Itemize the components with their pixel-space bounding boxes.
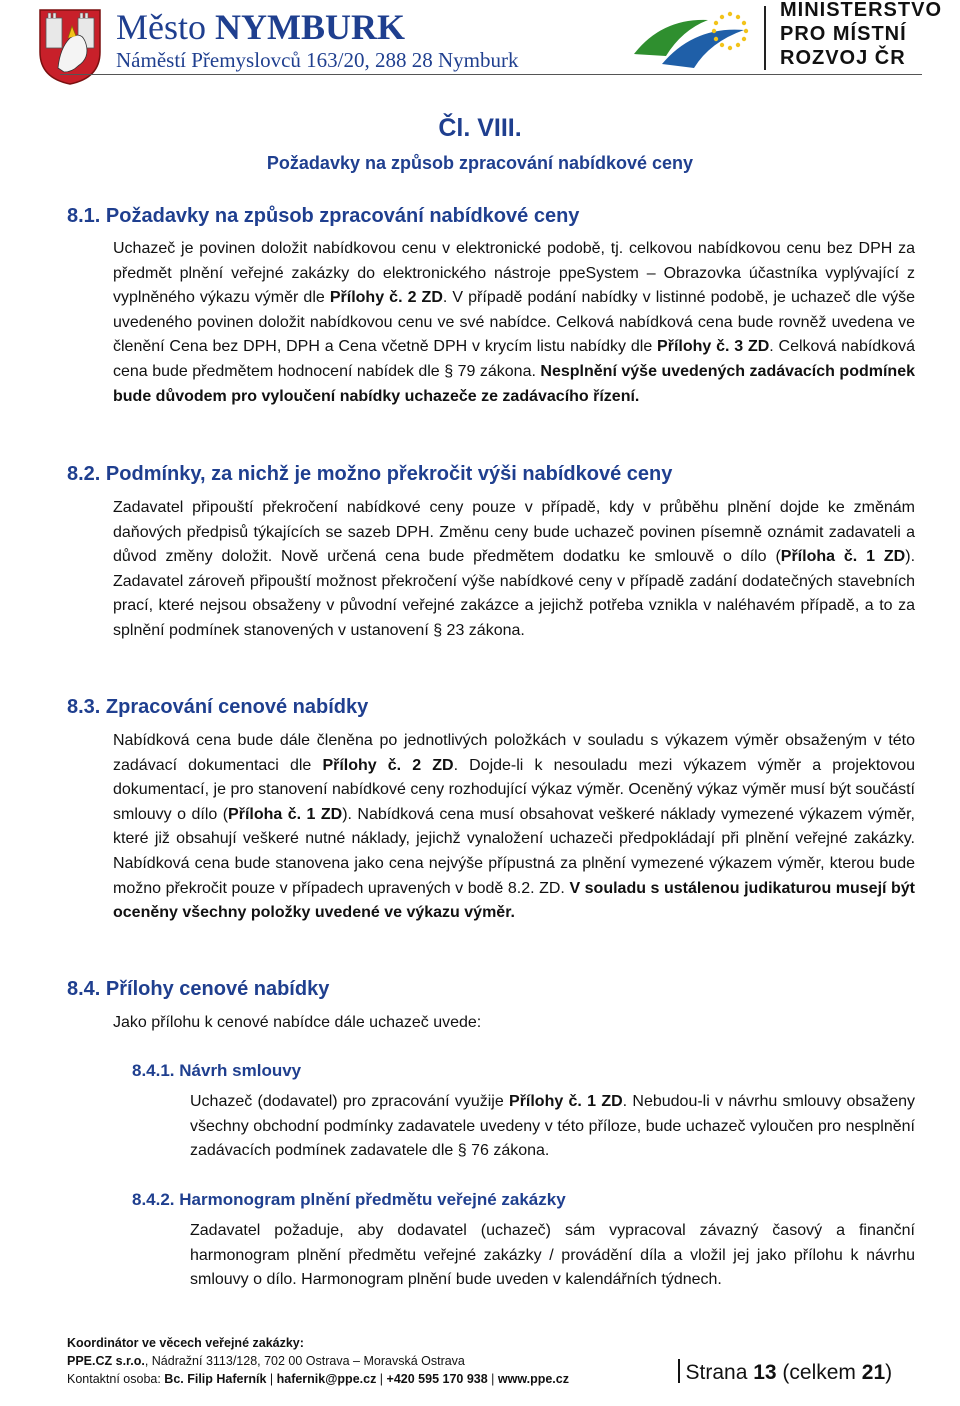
section-8-3-text: Nabídková cena bude dále členěna po jednotlivých položkách v souladu s výkazem výměr obsaženým v této zadávací dokumentaci dle Přílohy č. 2 ZD. Dojde-li k nesouladu mezi výkazem výměr a projektovou dokumentací, je pro stanovení nabídkové ceny rozhodující výkaz výměr. Oceněný výkaz výměr musí být součástí smlouvy o dílo (Příloha č. 1 ZD). Nabídková cena musí obsahovat veškeré náklady vymezené výkazem výměr, které již obsahují veškeré nutné náklady, jejichž vynaložení uchazeči předpokládají při plnění veřejné zakázky. Nabídková cena bude stanovena jako cena nejvýše přípustná za plnění vymezené výkazem výměr, kterou bude možno překročit pouze v případech upravených v bodě 8.2. ZD. V souladu s ustálenou judikaturou musejí být oceněny všechny položky uvedené ve výkazu výměr. — [113, 732, 916, 922]
section-8-4-1-text: Uchazeč (dodavatel) pro zpracování využije Přílohy č. 1 ZD. Nebudou-li v návrhu smlouvy obsaženy všechny obchodní podmínky zadavatele uvedeny v této příloze, bude uchazeč vyloučen pro nesplnění zadávacích podmínek zadavatele dle § 76 zákona. — [190, 1093, 916, 1160]
section-8-4-1-heading: 8.4.1. Návrh smlouvy — [132, 1061, 302, 1080]
page-number-divider — [678, 1359, 680, 1383]
page-number: Strana 13 (celkem 21) — [672, 1359, 892, 1385]
section-8-4-2-text: Zadavatel požaduje, aby dodavatel (uchazeč) sám vypracoval závazný časový a finanční harmonogram plnění předmětu veřejné zakázky / provádění díla a vložil jej jako přílohu k návrhu smlouvy o dílo. Harmonogram plnění bude uveden v kalendářních týdnech. — [190, 1222, 915, 1289]
section-8-4-intro: Jako přílohu k cenové nabídce dále uchazeč uvede: — [113, 1014, 482, 1031]
footer-company: PPE.CZ s.r.o., Nádražní 3113/128, 702 00 Ostrava – Moravská Ostrava — [67, 1354, 465, 1368]
ministry-name: MINISTERSTVO PRO MÍSTNÍ ROZVOJ ČR — [780, 0, 943, 69]
section-8-1-heading: 8.1. Požadavky na způsob zpracování nabídkové ceny — [67, 205, 580, 227]
eu-ministry-logo-icon — [632, 8, 762, 72]
city-name: Město NYMBURK — [116, 7, 405, 47]
section-8-2-text: Zadavatel připouští překročení nabídkové ceny pouze v případě, kdy v průběhu plnění dojde ke změnám daňových předpisů týkajících se sazeb DPH. Změnu ceny bude uchazeč povinen písemně oznámit zadavateli a důvod změny doložit. Nově určená cena bude předmětem dodatku ke smlouvě o dílo (Příloha č. 1 ZD). Zadavatel zároveň připouští možnost překročení výše nabídkové ceny v případě zadání dodatečných stavebních prací, které nejsou obsaženy v původní veřejné zakázce a jejichž potřeba vznikla v naléhavém případě, a to za splnění podmínek stanovených v ustanovení § 23 zákona. — [113, 499, 916, 639]
footer-coordinator-label: Koordinátor ve věcech veřejné zakázky: — [67, 1336, 304, 1350]
section-8-4-2-heading: 8.4.2. Harmonogram plnění předmětu veřejné zakázky — [132, 1190, 566, 1209]
section-8-1-text: Uchazeč je povinen doložit nabídkovou cenu v elektronické podobě, tj. celkovou nabídkovou cenu bez DPH za předmět plnění veřejné zakázky do elektronického nástroje ppeSystem – Obrazovka účastníka vyplývající z vyplněného výkazu výměr dle Přílohy č. 2 ZD. V případě podání nabídky v listinné podobě, je uchazeč dle výše uvedeného povinen doložit nabídkovou cenu ve své nabídce. Celková nabídková cena bude rovněž uvedena ve členění Cena bez DPH, DPH a Cena včetně DPH v krycím listu nabídky dle Přílohy č. 3 ZD. Celková nabídková cena bude předmětem hodnocení nabídek dle § 79 zákona. Nesplnění výše uvedených zadávacích podmínek bude důvodem pro vyloučení nabídky uchazeče ze zadávacího řízení. — [113, 240, 916, 405]
page-header — [0, 0, 960, 100]
footer-email-link[interactable]: hafernik@ppe.cz — [276, 1372, 377, 1386]
city-address: Náměstí Přemyslovců 163/20, 288 28 Nymburk — [116, 48, 519, 72]
footer-web-link[interactable]: www.ppe.cz — [497, 1372, 569, 1386]
section-8-3-heading: 8.3. Zpracování cenové nabídky — [67, 696, 369, 718]
section-8-4-heading: 8.4. Přílohy cenové nabídky — [67, 978, 330, 1000]
section-8-2-heading: 8.2. Podmínky, za nichž je možno překročit výši nabídkové ceny — [67, 463, 673, 485]
header-divider — [60, 74, 922, 75]
chapter-title: Čl. VIII. — [438, 114, 522, 142]
footer-contact: Kontaktní osoba: Bc. Filip Haferník | hafernik@ppe.cz | +420 595 170 938 | www.ppe.cz — [67, 1372, 569, 1386]
chapter-subtitle: Požadavky na způsob zpracování nabídkové ceny — [266, 153, 694, 173]
logo-divider — [764, 6, 766, 70]
